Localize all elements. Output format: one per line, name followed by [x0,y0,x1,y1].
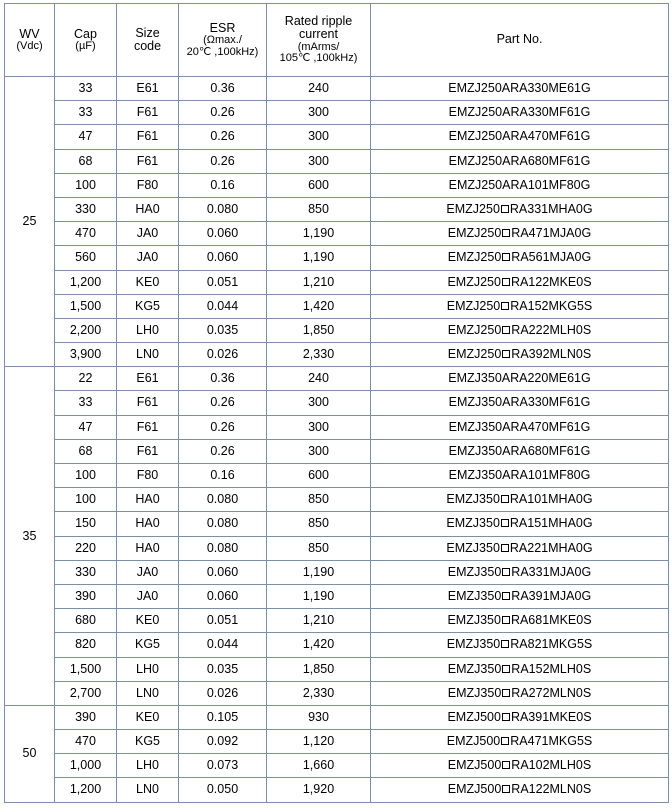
cell-working-voltage: 35 [5,367,55,706]
cell-ripple-current: 600 [267,464,371,488]
cell-part-number [371,657,669,681]
cell-part-number [371,609,669,633]
table-row [5,754,669,778]
cell-capacitance: 150 [55,512,117,536]
cell-capacitance: 470 [55,730,117,754]
header-ripple-unit: (mArms/ [297,40,340,53]
cell-ripple-current: 2,330 [267,343,371,367]
cell-capacitance: 2,200 [55,318,117,342]
part-number-prefix: EMZJ350 [447,661,502,676]
placeholder-box-icon [502,761,510,769]
cell-esr: 0.16 [179,464,267,488]
placeholder-box-icon [502,665,510,673]
cell-part-number [371,101,669,125]
cell-capacitance: 1,200 [55,270,117,294]
cell-capacitance: 47 [55,415,117,439]
placeholder-box-icon [502,278,510,286]
cell-esr: 0.080 [179,536,267,560]
cell-ripple-current: 240 [267,367,371,391]
cell-capacitance: 33 [55,101,117,125]
cell-size-code: F61 [117,101,179,125]
cell-ripple-current: 300 [267,439,371,463]
cell-esr: 0.035 [179,318,267,342]
cell-ripple-current: 1,660 [267,754,371,778]
cell-part-number [371,464,669,488]
cell-esr: 0.026 [179,681,267,705]
cell-ripple-current: 1,210 [267,270,371,294]
placeholder-box-icon [501,205,509,213]
cell-ripple-current: 1,850 [267,318,371,342]
cell-part-number [371,125,669,149]
table-row [5,657,669,681]
cell-capacitance: 820 [55,633,117,657]
placeholder-box-icon [501,640,509,648]
cell-esr: 0.092 [179,730,267,754]
table-row [5,149,669,173]
part-number-suffix: RA102MLH0S [511,758,592,773]
part-number-full: EMZJ350ARA680MF61G [448,443,591,458]
table-row [5,125,669,149]
cell-ripple-current: 300 [267,149,371,173]
cell-ripple-current: 300 [267,415,371,439]
part-number-prefix: EMZJ500 [447,782,502,797]
header-size-sub: code [133,39,162,53]
table-row [5,343,669,367]
placeholder-box-icon [501,302,509,310]
table-row [5,633,669,657]
cell-part-number [371,318,669,342]
cell-ripple-current: 2,330 [267,681,371,705]
cell-part-number [371,415,669,439]
cell-capacitance: 68 [55,149,117,173]
cell-part-number [371,439,669,463]
cell-size-code: JA0 [117,246,179,270]
cell-size-code: KE0 [117,609,179,633]
header-esr-cond: 20℃ ,100kHz) [186,45,259,58]
placeholder-box-icon [502,326,510,334]
placeholder-box-icon [501,737,509,745]
cell-esr: 0.060 [179,222,267,246]
cell-esr: 0.060 [179,560,267,584]
header-wv [5,4,55,77]
table-row [5,391,669,415]
part-number-full: EMZJ250ARA330MF61G [448,105,591,120]
table-row [5,367,669,391]
cell-part-number [371,754,669,778]
part-number-prefix: EMZJ250 [447,226,502,241]
cell-esr: 0.26 [179,415,267,439]
cell-size-code: KG5 [117,730,179,754]
header-ripple-label: Rated ripple [284,14,353,29]
cell-ripple-current: 1,190 [267,560,371,584]
cell-size-code: JA0 [117,560,179,584]
cell-capacitance: 1,200 [55,778,117,802]
cell-esr: 0.035 [179,657,267,681]
cell-capacitance: 100 [55,464,117,488]
table-row [5,246,669,270]
header-cap-label: Cap [74,26,97,41]
cell-capacitance: 47 [55,125,117,149]
placeholder-box-icon [502,616,510,624]
part-number-suffix: RA471MJA0G [511,226,592,241]
cell-part-number [371,560,669,584]
cell-ripple-current: 1,920 [267,778,371,802]
cell-size-code: LH0 [117,754,179,778]
cell-ripple-current: 1,190 [267,246,371,270]
table-row [5,730,669,754]
cell-working-voltage: 25 [5,77,55,367]
part-number-suffix: RA272MLN0S [511,685,592,700]
capacitor-spec-table [4,3,669,803]
header-esr-unit: (Ωmax./ [203,34,242,47]
cell-esr: 0.044 [179,294,267,318]
cell-ripple-current: 1,420 [267,294,371,318]
placeholder-box-icon [502,568,510,576]
table-row [5,101,669,125]
cell-size-code: JA0 [117,584,179,608]
part-number-full: EMZJ350ARA220ME61G [448,371,591,386]
placeholder-box-icon [502,713,510,721]
part-number-suffix: RA221MHA0G [509,540,593,555]
cell-part-number [371,705,669,729]
cell-capacitance: 330 [55,197,117,221]
cell-size-code: HA0 [117,197,179,221]
part-number-suffix: RA681MKE0S [510,613,592,628]
part-number-prefix: EMZJ350 [447,685,502,700]
table-row [5,536,669,560]
cell-size-code: LN0 [117,778,179,802]
cell-size-code: E61 [117,367,179,391]
cell-ripple-current: 300 [267,391,371,415]
cell-size-code: JA0 [117,222,179,246]
table-row [5,222,669,246]
part-number-prefix: EMZJ350 [446,540,500,555]
cell-capacitance: 680 [55,609,117,633]
cell-part-number [371,488,669,512]
header-part-no-label: Part No. [496,32,543,47]
cell-size-code: KG5 [117,633,179,657]
placeholder-box-icon [502,253,510,261]
table-row [5,77,669,101]
table-row [5,778,669,802]
cell-capacitance: 33 [55,391,117,415]
cell-part-number [371,343,669,367]
placeholder-box-icon [502,350,510,358]
cell-esr: 0.26 [179,439,267,463]
table-row [5,560,669,584]
table-row [5,439,669,463]
placeholder-box-icon [502,592,510,600]
cell-size-code: F61 [117,125,179,149]
header-ripple [267,4,371,77]
part-number-full: EMZJ350ARA470MF61G [448,419,591,434]
cell-esr: 0.26 [179,101,267,125]
cell-capacitance: 22 [55,367,117,391]
part-number-suffix: RA152MKG5S [510,298,593,313]
cell-ripple-current: 1,850 [267,657,371,681]
cell-size-code: KG5 [117,294,179,318]
cell-capacitance: 220 [55,536,117,560]
cell-capacitance: 100 [55,488,117,512]
cell-esr: 0.080 [179,488,267,512]
part-number-suffix: RA821MKG5S [510,637,593,652]
cell-ripple-current: 1,210 [267,609,371,633]
header-size-label: Size [135,25,160,40]
cell-esr: 0.073 [179,754,267,778]
cell-ripple-current: 300 [267,125,371,149]
cell-esr: 0.105 [179,705,267,729]
cell-esr: 0.080 [179,197,267,221]
cell-capacitance: 3,900 [55,343,117,367]
cell-capacitance: 470 [55,222,117,246]
cell-part-number [371,270,669,294]
part-number-suffix: RA392MLN0S [511,347,592,362]
cell-ripple-current: 850 [267,197,371,221]
part-number-prefix: EMZJ350 [446,516,500,531]
cell-capacitance: 1,000 [55,754,117,778]
cell-esr: 0.36 [179,367,267,391]
part-number-prefix: EMZJ250 [447,347,502,362]
cell-capacitance: 1,500 [55,294,117,318]
header-ripple-cond: 105℃ ,100kHz) [279,52,358,65]
cell-esr: 0.36 [179,77,267,101]
table-body [5,77,669,803]
part-number-full: EMZJ350ARA101MF80G [448,468,591,483]
cell-ripple-current: 930 [267,705,371,729]
table-row [5,681,669,705]
cell-size-code: F80 [117,173,179,197]
cell-ripple-current: 300 [267,101,371,125]
cell-size-code: E61 [117,77,179,101]
cell-esr: 0.26 [179,125,267,149]
placeholder-box-icon [502,785,510,793]
part-number-suffix: RA122MKE0S [510,274,592,289]
part-number-suffix: RA151MHA0G [509,516,593,531]
table-row [5,488,669,512]
cell-capacitance: 330 [55,560,117,584]
part-number-prefix: EMZJ350 [447,613,501,628]
placeholder-box-icon [502,689,510,697]
table-row [5,415,669,439]
cell-part-number [371,730,669,754]
table-row [5,584,669,608]
cell-capacitance: 68 [55,439,117,463]
header-esr-label: ESR [209,20,236,35]
cell-part-number [371,391,669,415]
cell-capacitance: 390 [55,705,117,729]
cell-esr: 0.26 [179,391,267,415]
cell-size-code: HA0 [117,488,179,512]
cell-size-code: KE0 [117,705,179,729]
header-size [117,4,179,77]
cell-part-number [371,222,669,246]
cell-part-number [371,367,669,391]
cell-part-number [371,778,669,802]
cell-esr: 0.16 [179,173,267,197]
cell-size-code: HA0 [117,536,179,560]
part-number-prefix: EMZJ500 [446,734,501,749]
cell-size-code: LN0 [117,343,179,367]
header-esr [179,4,267,77]
cell-capacitance: 2,700 [55,681,117,705]
cell-esr: 0.26 [179,149,267,173]
cell-capacitance: 100 [55,173,117,197]
table-row [5,173,669,197]
cell-size-code: LN0 [117,681,179,705]
table-row [5,464,669,488]
placeholder-box-icon [502,229,510,237]
header-cap-unit: (µF) [75,39,96,52]
cell-part-number [371,294,669,318]
part-number-suffix: RA391MJA0G [511,588,592,603]
part-number-suffix: RA101MHA0G [509,492,593,507]
part-number-prefix: EMZJ500 [447,709,501,724]
header-ripple-label2: current [299,27,338,42]
placeholder-box-icon [501,495,509,503]
cell-ripple-current: 240 [267,77,371,101]
cell-ripple-current: 1,190 [267,584,371,608]
part-number-prefix: EMZJ250 [447,322,502,337]
table-row [5,705,669,729]
table-header [5,4,669,77]
cell-esr: 0.060 [179,584,267,608]
part-number-prefix: EMZJ250 [446,298,501,313]
table-row [5,512,669,536]
part-number-suffix: RA152MLH0S [511,661,592,676]
part-number-prefix: EMZJ350 [446,637,501,652]
cell-esr: 0.026 [179,343,267,367]
cell-size-code: F61 [117,149,179,173]
cell-size-code: F61 [117,391,179,415]
cell-part-number [371,512,669,536]
part-number-suffix: RA471MKG5S [510,734,593,749]
cell-part-number [371,536,669,560]
cell-ripple-current: 1,190 [267,222,371,246]
cell-esr: 0.060 [179,246,267,270]
part-number-suffix: RA331MHA0G [509,201,593,216]
header-wv-unit: (Vdc) [16,39,43,52]
part-number-suffix: RA222MLH0S [511,322,592,337]
cell-part-number [371,681,669,705]
cell-part-number [371,246,669,270]
cell-part-number [371,584,669,608]
part-number-full: EMZJ250ARA470MF61G [448,129,591,144]
cell-ripple-current: 850 [267,488,371,512]
part-number-suffix: RA331MJA0G [511,564,592,579]
cell-esr: 0.080 [179,512,267,536]
part-number-full: EMZJ350ARA330MF61G [448,395,591,410]
table-row [5,197,669,221]
cell-esr: 0.050 [179,778,267,802]
part-number-prefix: EMZJ250 [447,274,501,289]
part-number-suffix: RA561MJA0G [511,250,592,265]
placeholder-box-icon [501,519,509,527]
part-number-suffix: RA391MKE0S [510,709,592,724]
part-number-full: EMZJ250ARA680MF61G [448,153,591,168]
part-number-full: EMZJ250ARA101MF80G [448,177,591,192]
table-row [5,270,669,294]
part-number-prefix: EMZJ350 [447,588,502,603]
cell-ripple-current: 1,420 [267,633,371,657]
cell-part-number [371,77,669,101]
cell-part-number [371,149,669,173]
cell-ripple-current: 850 [267,512,371,536]
cell-size-code: HA0 [117,512,179,536]
part-number-suffix: RA122MLN0S [511,782,592,797]
table-row [5,609,669,633]
part-number-prefix: EMZJ250 [447,250,502,265]
cell-size-code: KE0 [117,270,179,294]
part-number-prefix: EMZJ350 [447,564,502,579]
header-part-no [371,4,669,77]
cell-ripple-current: 600 [267,173,371,197]
cell-size-code: F61 [117,415,179,439]
cell-size-code: F80 [117,464,179,488]
cell-working-voltage: 50 [5,705,55,802]
placeholder-box-icon [501,544,509,552]
cell-size-code: LH0 [117,318,179,342]
part-number-prefix: EMZJ350 [446,492,500,507]
cell-ripple-current: 1,120 [267,730,371,754]
cell-esr: 0.051 [179,609,267,633]
cell-capacitance: 560 [55,246,117,270]
part-number-full: EMZJ250ARA330ME61G [448,81,591,96]
cell-size-code: LH0 [117,657,179,681]
header-cap [55,4,117,77]
table-row [5,318,669,342]
cell-capacitance: 1,500 [55,657,117,681]
cell-size-code: F61 [117,439,179,463]
table-row [5,294,669,318]
header-wv-label: WV [19,26,40,41]
cell-part-number [371,197,669,221]
cell-capacitance: 390 [55,584,117,608]
cell-part-number [371,633,669,657]
cell-capacitance: 33 [55,77,117,101]
part-number-prefix: EMZJ250 [446,201,500,216]
part-number-prefix: EMZJ500 [447,758,502,773]
cell-part-number [371,173,669,197]
cell-ripple-current: 850 [267,536,371,560]
cell-esr: 0.051 [179,270,267,294]
cell-esr: 0.044 [179,633,267,657]
